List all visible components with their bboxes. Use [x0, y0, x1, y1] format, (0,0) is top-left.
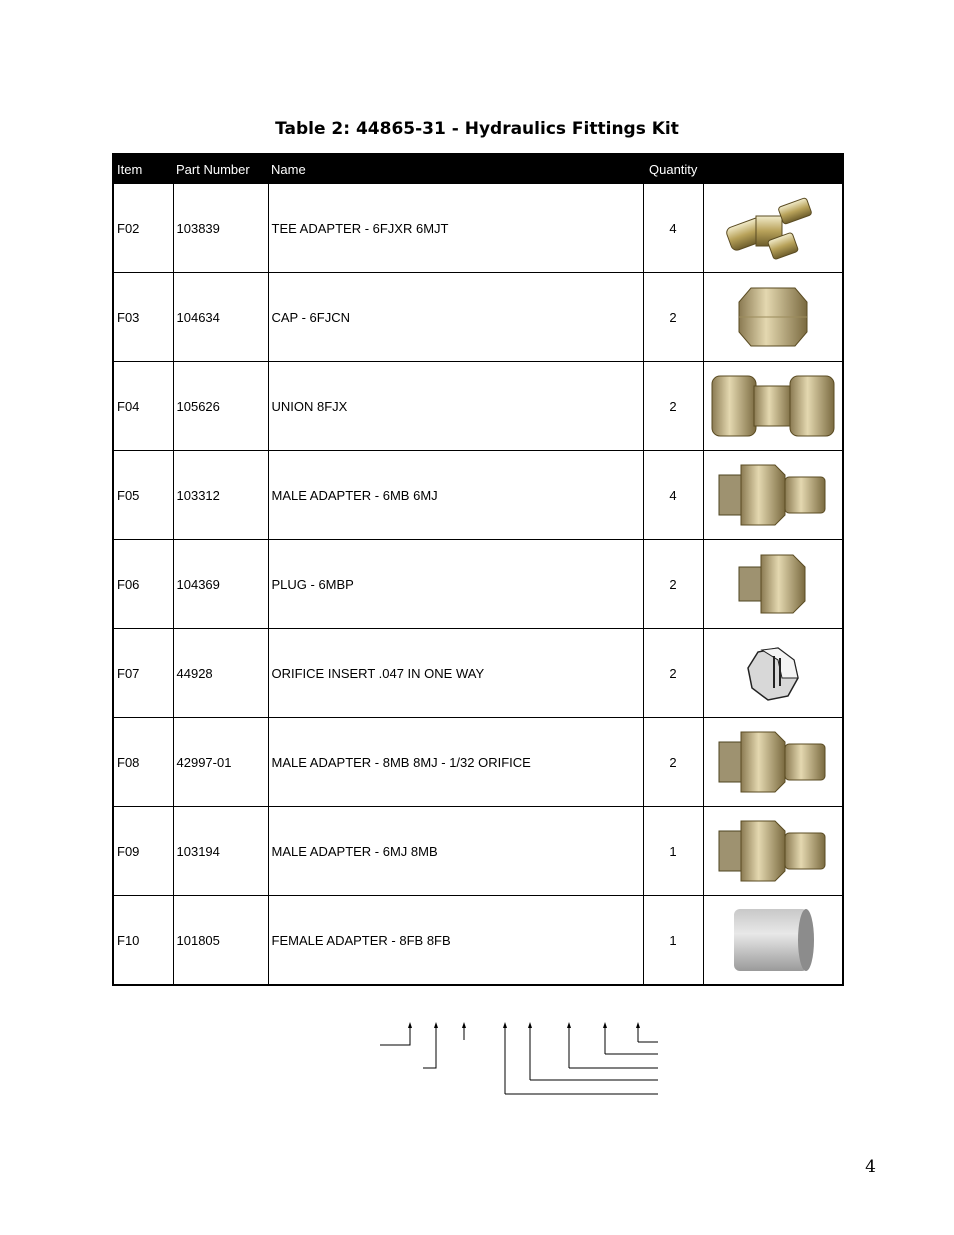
name-cell: FEMALE ADAPTER - 8FB 8FB — [268, 896, 643, 986]
table-row — [113, 362, 843, 451]
page-number: 4 — [865, 1157, 876, 1177]
item-cell: F02 — [113, 184, 173, 273]
item-cell: F09 — [113, 807, 173, 896]
part-image-cell — [703, 896, 843, 986]
quantity-cell: 2 — [643, 273, 703, 362]
header-part-number: Part Number — [173, 154, 268, 184]
header-image — [703, 154, 843, 184]
male-adapter-icon — [713, 813, 833, 889]
table-row — [113, 896, 843, 986]
name-cell: PLUG - 6MBP — [268, 540, 643, 629]
part-number-cell: 103839 — [173, 184, 268, 273]
name-cell: CAP - 6FJCN — [268, 273, 643, 362]
quantity-cell: 2 — [643, 540, 703, 629]
quantity-cell: 2 — [643, 629, 703, 718]
male-adapter-icon — [713, 724, 833, 800]
name-cell: TEE ADAPTER - 6FJXR 6MJT — [268, 184, 643, 273]
part-image-cell — [703, 807, 843, 896]
part-number-cell: 103312 — [173, 451, 268, 540]
union-icon — [708, 366, 838, 446]
name-cell: MALE ADAPTER - 6MJ 8MB — [268, 807, 643, 896]
part-image-cell — [703, 184, 843, 273]
name-cell: ORIFICE INSERT .047 IN ONE WAY — [268, 629, 643, 718]
part-image-cell — [703, 451, 843, 540]
part-number-cell: 105626 — [173, 362, 268, 451]
cap-icon — [733, 282, 813, 352]
orifice-insert-icon — [738, 638, 808, 708]
quantity-cell: 4 — [643, 451, 703, 540]
name-cell: UNION 8FJX — [268, 362, 643, 451]
table-row — [113, 718, 843, 807]
header-name: Name — [268, 154, 643, 184]
part-image-cell — [703, 362, 843, 451]
item-cell: F10 — [113, 896, 173, 986]
table-row — [113, 629, 843, 718]
table-row — [113, 273, 843, 362]
part-number-cell: 42997-01 — [173, 718, 268, 807]
table-header-row — [113, 154, 843, 184]
table-row — [113, 184, 843, 273]
fittings-table — [112, 153, 844, 986]
name-cell: MALE ADAPTER - 8MB 8MJ - 1/32 ORIFICE — [268, 718, 643, 807]
name-cell: MALE ADAPTER - 6MB 6MJ — [268, 451, 643, 540]
table-row — [113, 451, 843, 540]
part-number-cell: 104369 — [173, 540, 268, 629]
quantity-cell: 1 — [643, 896, 703, 986]
part-number-cell: 103194 — [173, 807, 268, 896]
quantity-cell: 2 — [643, 718, 703, 807]
header-quantity: Quantity — [643, 154, 703, 184]
item-cell: F07 — [113, 629, 173, 718]
part-image-cell — [703, 273, 843, 362]
item-cell: F08 — [113, 718, 173, 807]
table-row — [113, 540, 843, 629]
table-title: Table 2: 44865-31 - Hydraulics Fittings Kit — [275, 119, 679, 139]
item-cell: F05 — [113, 451, 173, 540]
item-cell: F06 — [113, 540, 173, 629]
part-number-cell: 104634 — [173, 273, 268, 362]
part-image-cell — [703, 718, 843, 807]
item-cell: F04 — [113, 362, 173, 451]
male-adapter-icon — [713, 457, 833, 533]
table-row — [113, 807, 843, 896]
plug-icon — [733, 549, 813, 619]
quantity-cell: 1 — [643, 807, 703, 896]
part-image-cell — [703, 540, 843, 629]
tee-adapter-icon — [718, 192, 828, 264]
quantity-cell: 4 — [643, 184, 703, 273]
quantity-cell: 2 — [643, 362, 703, 451]
leader-lines — [370, 1018, 670, 1098]
female-adapter-icon — [728, 905, 818, 975]
part-number-cell: 44928 — [173, 629, 268, 718]
header-item: Item — [113, 154, 173, 184]
item-cell: F03 — [113, 273, 173, 362]
part-number-cell: 101805 — [173, 896, 268, 986]
part-image-cell — [703, 629, 843, 718]
